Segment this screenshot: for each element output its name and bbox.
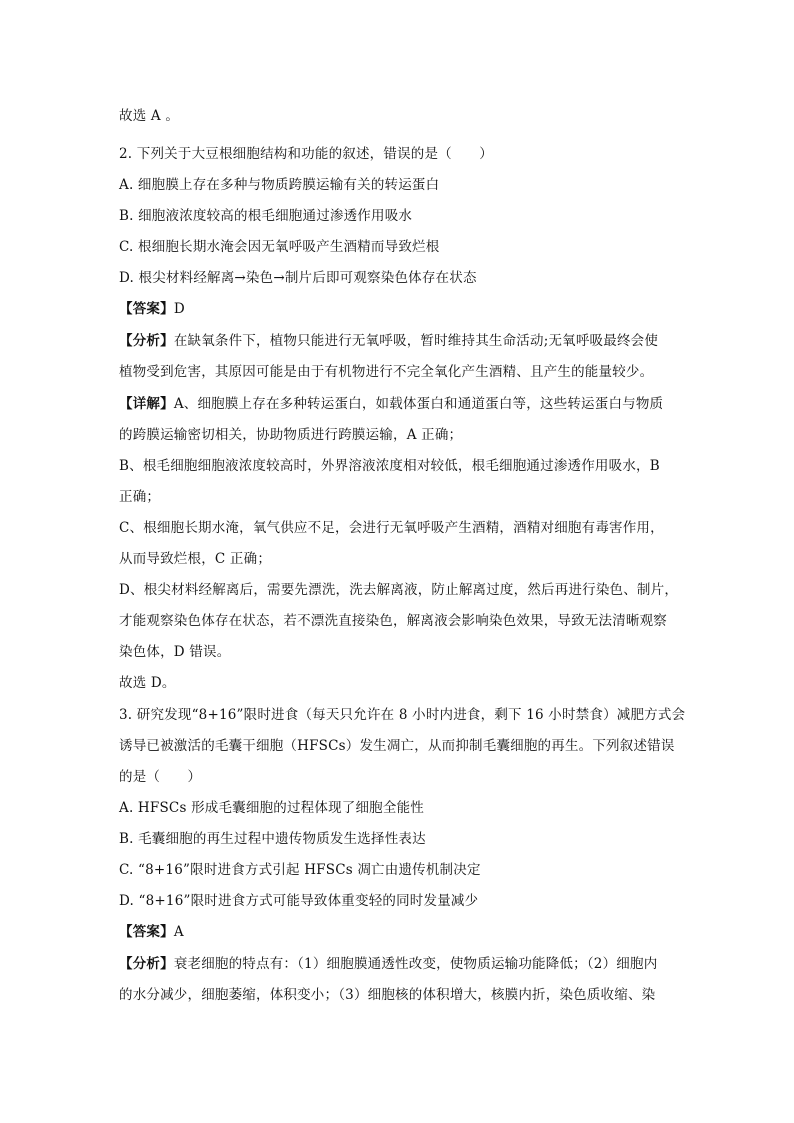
q2-detail-line-9: 染色体，D 错误。 — [119, 644, 231, 660]
q2-detail-line-5: C、根细胞长期水淹，氧气供应不足，会进行无氧呼吸产生酒精，酒精对细胞有毒害作用， — [119, 520, 664, 536]
q3-option-d: D. “8+16”限时进食方式可能导致体重变轻的同时发量减少 — [119, 893, 479, 909]
q3-answer-tag: 【答案】 — [119, 924, 174, 940]
q2-answer-line — [119, 299, 185, 319]
q2-detail-text-1: A、细胞膜上存在多种转运蛋白，如载体蛋白和通道蛋白等，这些转运蛋白与物质 — [173, 396, 664, 412]
q2-detail-line-3: B、根毛细胞细胞液浓度较高时，外界溶液浓度相对较低，根毛细胞通过渗透作用吸水，B — [119, 458, 660, 474]
q2-analysis-text-1: 在缺氧条件下，植物只能进行无氧呼吸，暂时维持其生命活动;无氧呼吸最终会使 — [173, 333, 659, 349]
q2-detail-line-7: D、根尖材料经解离后，需要先漂洗，洗去解离液，防止解离过度，然后再进行染色、制片， — [119, 582, 679, 598]
q3-option-a: A. HFSCs 形成毛囊细胞的过程体现了细胞全能性 — [119, 800, 424, 816]
q1-conclusion: 故选 A 。 — [119, 108, 180, 124]
q2-detail-line-2: 的跨膜运输密切相关，协助物质进行跨膜运输，A 正确； — [119, 427, 463, 443]
q2-detail-line-1 — [119, 394, 663, 414]
q2-option-d: D. 根尖材料经解离→染色→制片后即可观察染色体存在状态 — [119, 270, 477, 286]
q3-answer-value: A — [173, 924, 184, 940]
q2-answer-tag: 【答案】 — [119, 301, 174, 317]
q2-stem: 2. 下列关于大豆根细胞结构和功能的叙述，错误的是（ ） — [119, 146, 493, 162]
q3-answer-line — [119, 922, 184, 942]
q2-option-c: C. 根细胞长期水淹会因无氧呼吸产生酒精而导致烂根 — [119, 239, 440, 255]
q2-analysis-line-1 — [119, 331, 658, 351]
q3-analysis-line-2: 的水分减少，细胞萎缩，体积变小；（3）细胞核的体积增大，核膜内折，染色质收缩、染 — [119, 987, 656, 1003]
q2-conclusion: 故选 D。 — [119, 675, 176, 691]
q2-analysis-tag: 【分析】 — [119, 333, 174, 349]
q3-analysis-line-1 — [119, 954, 657, 974]
q2-detail-line-4: 正确； — [119, 489, 161, 505]
q3-stem-line-3: 的是（ ） — [119, 769, 202, 785]
q3-option-c: C. “8+16”限时进食方式引起 HFSCs 凋亡由遗传机制决定 — [119, 862, 481, 878]
q2-detail-tag: 【详解】 — [119, 396, 174, 412]
q3-analysis-tag: 【分析】 — [119, 956, 174, 972]
q2-detail-line-8: 才能观察染色体存在状态，若不漂洗直接染色，解离液会影响染色效果，导致无法清晰观察 — [119, 613, 667, 629]
q3-analysis-text-1: 衰老细胞的特点有：（1）细胞膜通透性改变，使物质运输功能降低；（2）细胞内 — [173, 956, 658, 972]
q2-option-a: A. 细胞膜上存在多种与物质跨膜运输有关的转运蛋白 — [119, 177, 440, 193]
q2-detail-line-6: 从而导致烂根，C 正确； — [119, 551, 272, 567]
q3-option-b: B. 毛囊细胞的再生过程中遗传物质发生选择性表达 — [119, 831, 426, 847]
q3-stem-line-1: 3. 研究发现“8+16”限时进食（每天只允许在 8 小时内进食，剩下 16 小时禁食）减肥方式会 — [119, 707, 686, 723]
q2-analysis-line-2: 植物受到危害，其原因可能是由于有机物进行不完全氧化产生酒精、且产生的能量较少。 — [119, 364, 654, 380]
q3-stem-line-2: 诱导已被激活的毛囊干细胞（HFSCs）发生凋亡，从而抑制毛囊细胞的再生。下列叙述错误 — [119, 738, 675, 754]
q2-answer-value: D — [173, 301, 185, 317]
q2-option-b: B. 细胞液浓度较高的根毛细胞通过渗透作用吸水 — [119, 208, 413, 224]
